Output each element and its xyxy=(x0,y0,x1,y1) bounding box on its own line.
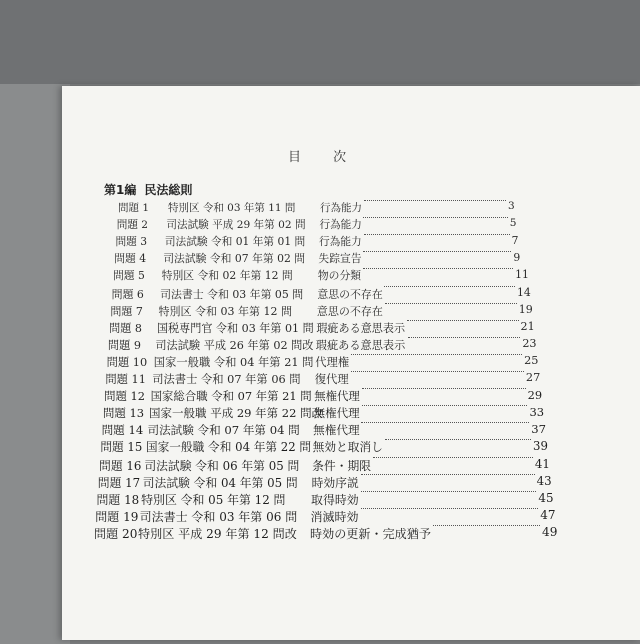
dot-leader xyxy=(362,388,525,389)
toc-entry[interactable] xyxy=(0,525,640,541)
entry-topic: 瑕疵ある意思表示 xyxy=(315,338,406,352)
entry-topic: 失踪宣告 xyxy=(318,252,362,266)
entry-source: 司法試験 令和 07 年第 04 問 xyxy=(147,423,300,438)
entry-topic: 消滅時効 xyxy=(310,509,359,524)
entry-topic: 瑕疵ある意思表示 xyxy=(316,321,406,335)
entry-number: 問題 1 xyxy=(118,202,150,214)
entry-page: 23 xyxy=(522,336,537,350)
part-number: 第1編 xyxy=(104,183,137,197)
entry-source: 特別区 令和 05 年第 12 問 xyxy=(141,492,286,507)
entry-number: 問題 6 xyxy=(111,287,144,301)
entry-page: 29 xyxy=(527,388,543,403)
entry-topic: 条件・期限 xyxy=(312,458,372,473)
entry-topic: 無権代理 xyxy=(313,406,360,421)
dot-leader xyxy=(361,422,529,423)
toc-entry[interactable] xyxy=(0,251,640,267)
entry-number: 問題 9 xyxy=(107,338,141,352)
dot-leader xyxy=(407,320,518,321)
entry-number: 問題 5 xyxy=(112,269,145,283)
dot-leader xyxy=(361,474,535,475)
toc-entry[interactable] xyxy=(0,439,640,455)
entry-source: 司法試験 平成 29 年第 02 問 xyxy=(166,219,306,232)
entry-source: 司法試験 令和 07 年第 02 問 xyxy=(163,252,306,266)
entry-page: 14 xyxy=(516,285,531,299)
entry-topic: 取得時効 xyxy=(311,492,359,507)
entry-number: 問題 19 xyxy=(95,509,139,524)
dot-leader xyxy=(364,234,510,235)
entry-topic: 物の分類 xyxy=(317,269,362,283)
entry-source: 特別区 平成 29 年第 12 問改 xyxy=(138,526,297,541)
entry-source: 司法書士 令和 03 年第 05 問 xyxy=(160,287,304,301)
entry-source: 司法書士 令和 03 年第 06 問 xyxy=(139,509,298,524)
entry-number: 問題 2 xyxy=(116,219,149,232)
entry-source: 国家一般職 平成 29 年第 22 問改 xyxy=(149,406,324,421)
entry-topic: 無権代理 xyxy=(314,389,360,404)
entry-topic: 無権代理 xyxy=(313,423,360,438)
toc-entry[interactable] xyxy=(0,491,640,507)
entry-topic: 復代理 xyxy=(314,373,349,386)
toc-entry[interactable] xyxy=(0,217,640,233)
entry-topic: 代理権 xyxy=(315,355,350,369)
entry-page: 43 xyxy=(536,473,552,488)
dot-leader xyxy=(373,457,533,458)
entry-page: 39 xyxy=(533,439,548,454)
entry-number: 問題 13 xyxy=(102,406,145,421)
entry-number: 問題 7 xyxy=(110,304,143,318)
dot-leader xyxy=(351,354,522,355)
entry-topic: 行為能力 xyxy=(318,235,362,249)
entry-source: 特別区 令和 03 年第 12 問 xyxy=(158,304,292,318)
entry-source: 国家一般職 令和 04 年第 22 問 xyxy=(145,440,312,455)
entry-number: 問題 16 xyxy=(99,458,142,473)
entry-topic: 行為能力 xyxy=(319,219,362,232)
entry-number: 問題 11 xyxy=(105,373,146,386)
dot-leader xyxy=(362,405,528,406)
dot-leader xyxy=(361,491,536,492)
toc-entry[interactable] xyxy=(0,337,640,353)
dot-leader xyxy=(385,439,531,440)
entry-topic: 時効序説 xyxy=(311,475,359,490)
entry-page: 41 xyxy=(534,456,550,471)
toc-entry[interactable] xyxy=(0,268,640,284)
entry-source: 国家総合職 令和 07 年第 21 問 xyxy=(150,389,312,404)
entry-page: 47 xyxy=(540,507,556,522)
toc-entry[interactable] xyxy=(0,234,640,250)
dot-leader xyxy=(433,525,540,526)
entry-topic: 時効の更新・完成猶予 xyxy=(310,526,431,541)
dot-leader xyxy=(351,371,524,372)
dot-leader xyxy=(363,268,513,269)
entry-source: 司法試験 令和 06 年第 05 問 xyxy=(144,458,300,473)
toc-entry[interactable] xyxy=(0,422,640,438)
entry-number: 問題 17 xyxy=(97,475,141,490)
entry-topic: 意思の不存在 xyxy=(316,304,383,318)
toc-entry[interactable] xyxy=(0,286,640,302)
entry-page: 27 xyxy=(525,371,541,384)
entry-source: 国家一般職 令和 04 年第 21 問 xyxy=(153,355,314,369)
entry-source: 司法試験 令和 04 年第 05 問 xyxy=(142,475,298,490)
entry-page: 5 xyxy=(509,217,517,230)
entry-page: 7 xyxy=(511,234,519,248)
entry-page: 19 xyxy=(518,302,533,316)
toc-entry[interactable] xyxy=(0,354,640,370)
entry-page: 3 xyxy=(508,200,515,212)
entry-number: 問題 14 xyxy=(101,423,144,438)
entry-number: 問題 10 xyxy=(106,355,148,369)
toc-entry[interactable] xyxy=(0,474,640,490)
part-name: 民法総則 xyxy=(144,183,193,197)
toc-entry[interactable] xyxy=(0,388,640,404)
entry-number: 問題 8 xyxy=(109,321,142,335)
entry-number: 問題 12 xyxy=(104,389,145,404)
dot-leader xyxy=(363,251,511,252)
toc-entry[interactable] xyxy=(0,457,640,473)
dot-leader xyxy=(363,217,507,218)
dot-leader xyxy=(384,286,515,287)
dot-leader xyxy=(364,200,506,201)
entry-topic: 行為能力 xyxy=(320,202,362,214)
entry-page: 11 xyxy=(515,268,529,282)
entry-page: 45 xyxy=(538,490,554,505)
toc-entry[interactable] xyxy=(0,405,640,421)
entry-source: 国税専門官 令和 03 年第 01 問 xyxy=(156,321,314,335)
entry-number: 問題 18 xyxy=(96,492,140,507)
toc-entry[interactable] xyxy=(0,371,640,387)
entry-number: 問題 20 xyxy=(94,526,138,541)
entry-number: 問題 15 xyxy=(100,440,143,455)
entry-topic: 無効と取消し xyxy=(312,440,383,455)
toc-title: 目 次 xyxy=(288,150,361,165)
toc-entry[interactable] xyxy=(0,200,640,216)
entry-source: 特別区 令和 03 年第 11 問 xyxy=(168,202,296,214)
entry-source: 司法書士 令和 07 年第 06 問 xyxy=(152,373,301,386)
entry-source: 司法試験 平成 26 年第 02 問改 xyxy=(155,338,314,352)
entry-page: 21 xyxy=(520,319,535,333)
toc-entry[interactable] xyxy=(0,320,640,336)
entry-number: 問題 3 xyxy=(115,235,148,249)
entry-source: 司法試験 令和 01 年第 01 問 xyxy=(164,235,306,249)
entry-page: 37 xyxy=(531,422,547,437)
entry-page: 49 xyxy=(542,524,558,539)
entry-number: 問題 4 xyxy=(114,252,147,266)
toc-entry[interactable] xyxy=(0,303,640,319)
dot-leader xyxy=(385,303,517,304)
entry-page: 25 xyxy=(524,353,539,367)
entry-page: 9 xyxy=(513,251,521,265)
entry-source: 特別区 令和 02 年第 12 問 xyxy=(161,269,293,283)
entry-page: 33 xyxy=(529,405,545,420)
dot-leader xyxy=(361,508,539,509)
entry-topic: 意思の不存在 xyxy=(317,287,383,301)
toc-entry[interactable] xyxy=(0,508,640,524)
dot-leader xyxy=(408,337,521,338)
